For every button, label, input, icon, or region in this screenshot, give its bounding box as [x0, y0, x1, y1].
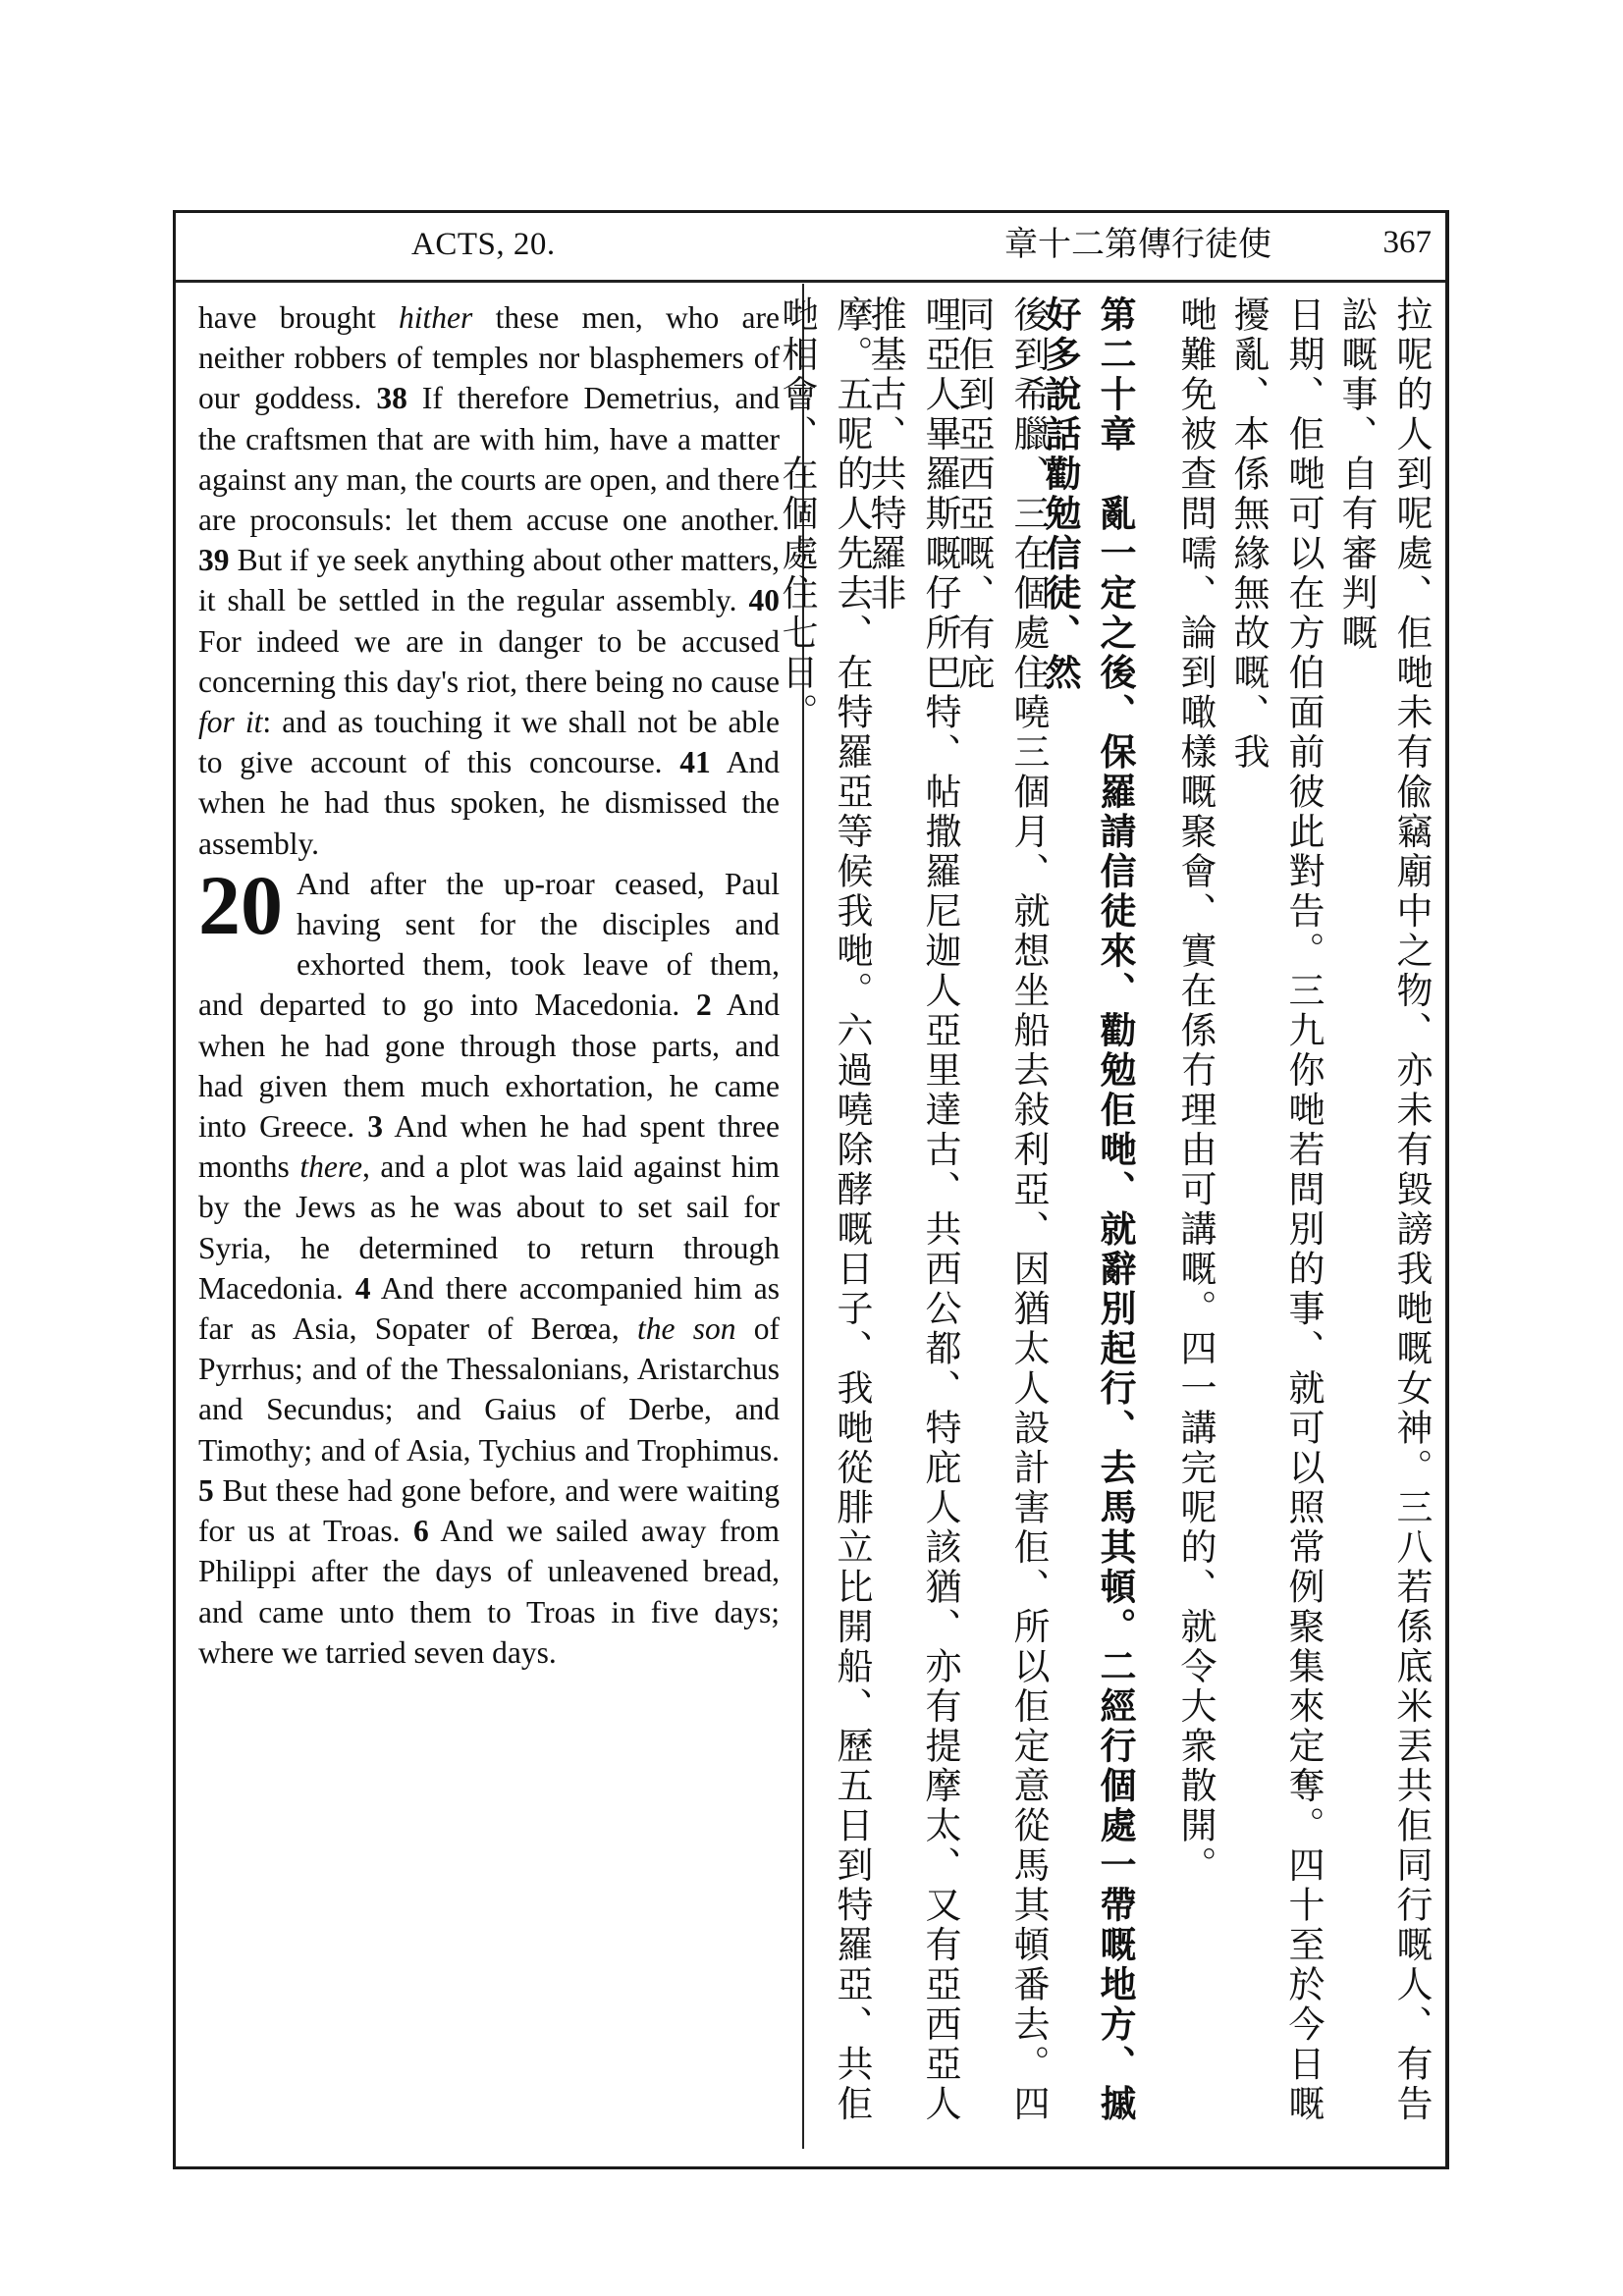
verse-number: 5 [198, 1472, 214, 1508]
english-paragraph-ch19 [198, 297, 780, 864]
text-run: And when he had spent three months [198, 1109, 780, 1185]
chinese-text-column: 哋難免被查問嚅、論到噉樣嘅聚會、實在係冇理由可講嘅。四一講完呢的、就令大衆散開。 [1174, 295, 1217, 1886]
page-frame [173, 210, 1449, 2169]
text-run: And we sailed away from Philippi after the days of unleavened bread, and came unto them to Troas in five days; where we tarried seven days. [198, 1514, 781, 1670]
text-run: of Pyrrhus; and of the Thessalonians, Aristarchus and Secundus; and Gaius of Derbe, and Timothy; and of Asia, Tychius and Trophimus. [198, 1311, 780, 1468]
verse-number: 3 [367, 1109, 383, 1145]
english-paragraph-ch20 [198, 857, 781, 1673]
italic-text: for it [198, 705, 263, 740]
text-run: And when he had thus spoken, he dismissed the assembly. [198, 745, 781, 861]
chinese-text-column: 摩。五呢的人先去、在特羅亞等候我哋。六過嘵除酵嘅日子、我哋從腓立比開船、歷五日到特羅亞、共佢哋相會、在個處住七日。 [776, 295, 873, 2124]
italic-text: there [299, 1149, 362, 1185]
running-header [176, 213, 1445, 283]
chinese-text-column: 後到希臘、三在個處住嘵三個月、就想坐船去敍利亞、因猶太人設計害佢、所以佢定意從馬其頓番去。四同佢到亞西亞嘅、有庇 [952, 295, 1050, 2124]
verse-number: 6 [412, 1514, 429, 1549]
chinese-text-column: 拉呢的人到呢處、佢哋未有偸竊廟中之物、亦未有毀謗我哋嘅女神。三八若係底米丟共佢同行嘅人、有告訟嘅事、自有審判嘅 [1335, 295, 1433, 2124]
text-run: these men, who are neither robbers of temples nor blasphemers of our goddess. [198, 300, 780, 416]
header-book-english: ACTS, 20. [411, 227, 556, 262]
text-run: For indeed we are in danger to be accused concerning this day's riot, there being no cause [198, 623, 780, 699]
verse-number: 40 [748, 583, 780, 618]
verse-number: 41 [679, 745, 711, 780]
text-run: If therefore Demetrius, and the craftsmen that are with him, have a matter against any man, the courts are open, and there are proconsuls: let them accuse one another. [198, 381, 780, 538]
chinese-text-column-chapter-heading: 第二十章 亂一定之後、保羅請信徒來、勸勉佢哋、就辭別起行、去馬其頓。二經行個處一帶嘅地方、摵好多說話勸勉信徒、然 [1039, 295, 1136, 2124]
text-run: But these had gone before, and were waiting for us at Troas. [198, 1472, 780, 1549]
chapter-number: 20 [198, 857, 283, 952]
verse-number: 38 [376, 381, 407, 416]
chinese-text-column: 哩亞人畢羅斯嘅仔所巴特、帖撒羅尼迦人亞里達古、共西公都、特庇人該猶、亦有提摩太、又有亞西亞人推基古、共特羅非 [864, 295, 961, 2124]
verse-number: 2 [696, 988, 712, 1023]
text-run: , and a plot was laid against him by the Jews as he was about to set sail for Syria, he determined to return through Macedonia. [198, 1149, 780, 1306]
verse-number: 4 [354, 1270, 371, 1306]
verse-number: 39 [198, 543, 230, 578]
header-book-chinese: 章十二第傳行徒使 [1004, 225, 1271, 264]
text-run: And when he had gone through those parts, and had given them much exhortation, he came into Greece. [198, 988, 781, 1145]
italic-text: hither [399, 300, 473, 335]
italic-text: the son [637, 1311, 736, 1347]
text-run: But if ye seek anything about other matters, it shall be settled in the regular assembly. [198, 543, 780, 618]
text-run: have brought [198, 300, 400, 335]
english-column [198, 297, 780, 1673]
chinese-text-column: 日期、佢哋可以在方伯面前彼此對告。三九你哋若問別的事、就可以照常例聚集來定奪。四十至於今日嘅擾亂、本係無緣無故嘅、我 [1227, 295, 1325, 2124]
text-run: And after the up-roar ceased, Paul having sent for the disciples and exhorted them, took leave of them, and departed to go into Macedonia. [198, 866, 780, 1023]
text-run: : and as touching it we shall not be able to give account of this concourse. [198, 705, 780, 780]
text-run: And there accompanied him as far as Asia, Sopater of Berœa, [198, 1270, 781, 1347]
page-number: 367 [1382, 225, 1432, 260]
